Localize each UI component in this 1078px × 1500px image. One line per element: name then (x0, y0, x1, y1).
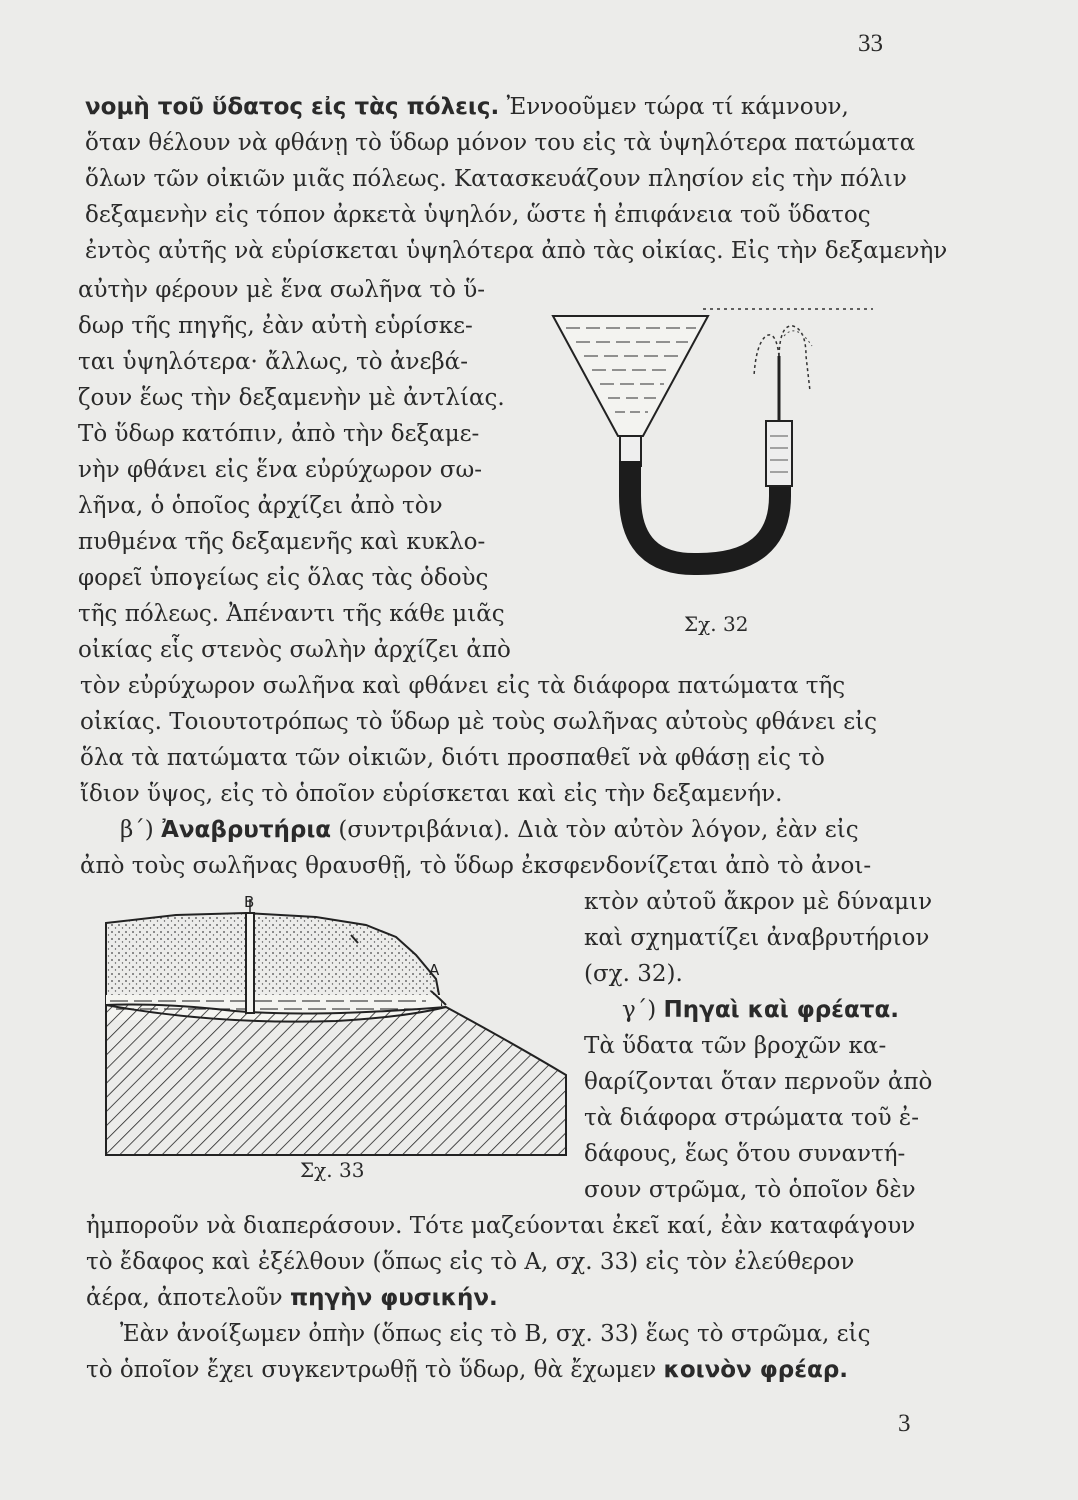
text-line-17: τὸν εὐρύχωρον σωλῆνα καὶ φθάνει εἰς τὰ διάφορα πατώματα τῆς (80, 673, 846, 699)
text-line-5: ἐντὸς αὐτῆς νὰ εὑρίσκεται ὑψηλότερα ἀπὸ τὰς οἰκίας. Εἰς τὴν δεξαμενὴν (85, 238, 948, 264)
fountain-spray (784, 331, 812, 346)
text-line-34 (86, 1283, 498, 1313)
page-number-top: 33 (858, 30, 883, 57)
figure-33-spring-well-diagram (96, 895, 576, 1165)
text-line-22: ἀπὸ τοὺς σωλῆνας θραυσθῇ, τὸ ὕδωρ ἐκσφενδονίζεται ἀπὸ τὸ ἀνοι- (80, 853, 872, 879)
well-shaft (246, 913, 254, 1013)
figure-33-caption: Σχ. 33 (300, 1158, 365, 1182)
text-line-13: πυθμένα τῆς δεξαμενῆς καὶ κυκλο- (78, 529, 486, 555)
page-number-bottom: 3 (898, 1410, 911, 1437)
text-line-33: τὸ ἔδαφος καὶ ἐξέλθουν (ὅπως εἰς τὸ Α, σχ. 33) εἰς τὸν ἐλεύθερον (86, 1249, 855, 1275)
text-line-19: ὅλα τὰ πατώματα τῶν οἰκιῶν, διότι προσπαθεῖ νὰ φθάσῃ εἰς τὸ (80, 745, 825, 771)
label-a: A (429, 961, 440, 979)
text-line-10: Τὸ ὕδωρ κατόπιν, ἀπὸ τὴν δεξαμε- (78, 421, 480, 447)
text-line-7: δωρ τῆς πηγῆς, ἐὰν αὐτὴ εὑρίσκε- (78, 313, 473, 339)
text-line-26 (622, 995, 899, 1025)
text-line-11: νὴν φθάνει εἰς ἕνα εὐρύχωρον σω- (78, 457, 483, 483)
text-line-12: λῆνα, ὁ ὁποῖος ἀρχίζει ἀπὸ τὸν (78, 493, 443, 519)
term-natural-spring: πηγὴν φυσικήν. (289, 1285, 498, 1311)
section-heading-springs-wells: Πηγαὶ καὶ φρέατα. (663, 997, 899, 1023)
text-span: τὸ ὁποῖον ἔχει συγκεντρωθῇ τὸ ὕδωρ, θὰ ἔχωμεν (86, 1357, 664, 1383)
figure-32-caption: Σχ. 32 (684, 612, 749, 636)
reservoir (553, 316, 708, 436)
text-line-18: οἰκίας. Τοιουτοτρόπως τὸ ὕδωρ μὲ τοὺς σωλῆνας αὐτοὺς φθάνει εἰς (80, 709, 878, 735)
text-line-28: θαρίζονται ὅταν περνοῦν ἀπὸ (584, 1069, 933, 1095)
right-tube (766, 421, 792, 486)
text-line-21 (120, 815, 859, 845)
text-line-31: σουν στρῶμα, τὸ ὁποῖον δὲν (584, 1177, 916, 1203)
text-span: Ἐννοοῦμεν τώρα τί κάμνουν, (499, 94, 849, 120)
figure-32-fountain-diagram (548, 296, 878, 596)
text-line-2: ὅταν θέλουν νὰ φθάνῃ τὸ ὕδωρ μόνον του εἰς τὰ ὑψηλότερα πατώματα (85, 130, 916, 156)
porous-soil-layer (106, 913, 441, 1005)
u-pipe (630, 461, 780, 564)
label-b: B (244, 893, 255, 911)
text-line-25: (σχ. 32). (584, 961, 683, 987)
section-heading-fountains: Ἀναβρυτήρια (161, 817, 332, 843)
text-line-35: Ἐὰν ἀνοίξωμεν ὀπὴν (ὅπως εἰς τὸ Β, σχ. 33) ἕως τὸ στρῶμα, εἰς (120, 1321, 871, 1347)
text-span: β΄) (120, 817, 162, 843)
section-heading-water-distribution: νομὴ τοῦ ὕδατος εἰς τὰς πόλεις. (85, 94, 500, 120)
fountain-jet-left (754, 335, 779, 376)
text-line-1 (85, 92, 849, 122)
text-line-8: ται ὑψηλότερα· ἄλλως, τὸ ἀνεβά- (78, 349, 468, 375)
text-line-16: οἰκίας εἷς στενὸς σωλὴν ἀρχίζει ἀπὸ (78, 637, 511, 663)
text-line-23: κτὸν αὐτοῦ ἄκρον μὲ δύναμιν (584, 889, 933, 915)
text-line-4: δεξαμενὴν εἰς τόπον ἀρκετὰ ὑψηλόν, ὥστε ἡ ἐπιφάνεια τοῦ ὕδατος (85, 202, 871, 228)
impermeable-layer (106, 1005, 566, 1156)
text-line-6: αὐτὴν φέρουν μὲ ἕνα σωλῆνα τὸ ὕ- (78, 277, 486, 303)
text-line-20: ἴδιον ὕψος, εἰς τὸ ὁποῖον εὑρίσκεται καὶ εἰς τὴν δεξαμενήν. (80, 781, 783, 807)
text-line-3: ὅλων τῶν οἰκιῶν μιᾶς πόλεως. Κατασκευάζουν πλησίον εἰς τὴν πόλιν (85, 166, 907, 192)
text-line-14: φορεῖ ὑπογείως εἰς ὅλας τὰς ὁδοὺς (78, 565, 489, 591)
text-line-27: Τὰ ὕδατα τῶν βροχῶν κα- (584, 1033, 887, 1059)
text-line-36 (86, 1355, 848, 1385)
text-line-29: τὰ διάφορα στρώματα τοῦ ἐ- (584, 1105, 920, 1131)
text-line-24: καὶ σχηματίζει ἀναβρυτήριον (584, 925, 930, 951)
text-span: ἀέρα, ἀποτελοῦν (86, 1285, 290, 1311)
text-line-15: τῆς πόλεως. Ἀπέναντι τῆς κάθε μιᾶς (78, 601, 505, 627)
text-line-9: ζουν ἕως τὴν δεξαμενὴν μὲ ἀντλίας. (78, 385, 505, 411)
text-span: (συντριβάνια). Διὰ τὸν αὐτὸν λόγον, ἐὰν εἰς (331, 817, 859, 843)
text-span: γ΄) (622, 997, 664, 1023)
text-line-32: ἠμποροῦν νὰ διαπεράσουν. Τότε μαζεύονται ἐκεῖ καί, ἐὰν καταφάγουν (86, 1213, 916, 1239)
term-common-well: κοινὸν φρέαρ. (663, 1357, 849, 1383)
text-line-30: δάφους, ἕως ὅτου συναντή- (584, 1141, 906, 1167)
